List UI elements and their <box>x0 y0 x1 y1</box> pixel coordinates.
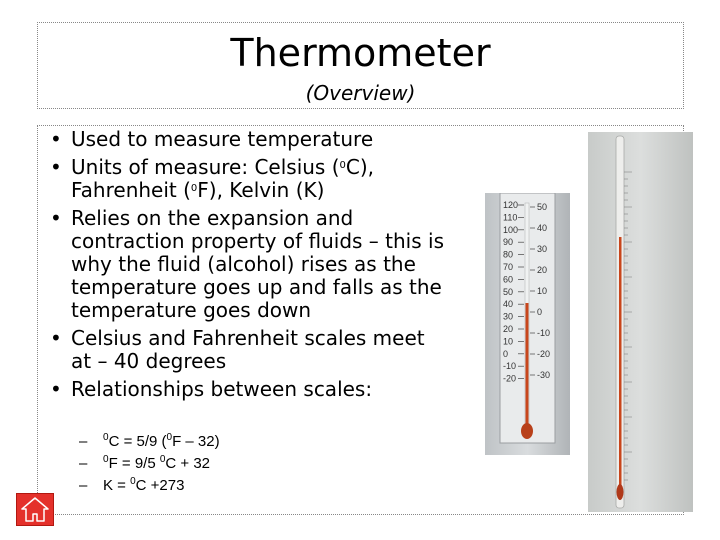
bullet-item <box>46 378 446 401</box>
fahrenheit-tick-label: 80 <box>503 249 514 260</box>
bullet-item <box>46 128 446 151</box>
sub-bullet-item: – K = $^0$C +273 <box>79 475 299 497</box>
bullet-text: Relies on the expansion and contraction property of fluids – this is why the fluid (alcohol) rises as the temperature goes up and falls as the temperature goes down <box>71 206 444 322</box>
slide-subtitle: (Overview) <box>305 81 416 105</box>
home-button[interactable] <box>16 493 54 526</box>
fahrenheit-tick-label: 0 <box>503 348 509 359</box>
fahrenheit-tick-label: 30 <box>503 311 514 322</box>
fahrenheit-tick-label: 90 <box>503 237 514 248</box>
thermometer-photo-long <box>588 132 693 512</box>
celsius-tick-label: 10 <box>537 286 548 296</box>
fahrenheit-tick-label: 70 <box>503 262 514 272</box>
bullet-list <box>46 128 446 406</box>
celsius-tick-label: -30 <box>537 370 551 380</box>
fahrenheit-tick-label: 120 <box>503 200 519 210</box>
fahrenheit-tick-label: 110 <box>503 212 518 223</box>
title-box <box>37 22 684 109</box>
fahrenheit-tick-label: 100 <box>503 224 519 235</box>
bullet-item <box>46 156 446 202</box>
fahrenheit-tick-label: -10 <box>503 361 517 372</box>
bullet-item <box>46 207 446 322</box>
fahrenheit-tick-label: 50 <box>503 286 514 297</box>
bullet-item <box>46 327 446 373</box>
celsius-tick-label: -20 <box>537 349 551 359</box>
fahrenheit-tick-label: 40 <box>503 299 514 310</box>
bullet-text: Used to measure temperature <box>71 127 374 151</box>
bullet-text: C), Fahrenheit ( <box>71 155 375 202</box>
celsius-tick-label: 40 <box>537 223 548 233</box>
celsius-tick-label: 0 <box>537 307 543 317</box>
celsius-tick-label: -10 <box>537 328 551 338</box>
celsius-tick-label: 20 <box>537 265 548 275</box>
home-icon <box>17 494 53 525</box>
content-box <box>37 125 684 515</box>
bullet-text: Units of measure: Celsius ( <box>71 155 340 179</box>
slide-title: Thermometer <box>230 31 491 75</box>
celsius-tick-label: 50 <box>537 202 548 212</box>
fahrenheit-tick-label: 20 <box>503 324 514 334</box>
bullet-text: Celsius and Fahrenheit scales meet at – 40 degrees <box>71 326 425 373</box>
celsius-tick-label: 30 <box>537 244 548 254</box>
degree-sup: 0 <box>339 160 346 171</box>
bullet-text: F), Kelvin (K) <box>197 178 325 202</box>
degree-sup: 0 <box>190 183 198 194</box>
sub-bullet-list <box>79 431 299 497</box>
thermometer-photo-scales <box>485 193 570 455</box>
sub-bullet-item: – $^0$C = 5/9 ($^0$F – 32) <box>79 431 299 453</box>
bullet-text: Relationships between scales: <box>71 377 373 401</box>
fahrenheit-tick-label: 60 <box>503 274 514 285</box>
fahrenheit-tick-label: -20 <box>503 373 517 384</box>
fahrenheit-tick-label: 10 <box>503 336 514 347</box>
sub-bullet-item: – $^0$F = 9/5 $^0$C + 32 <box>79 453 299 475</box>
